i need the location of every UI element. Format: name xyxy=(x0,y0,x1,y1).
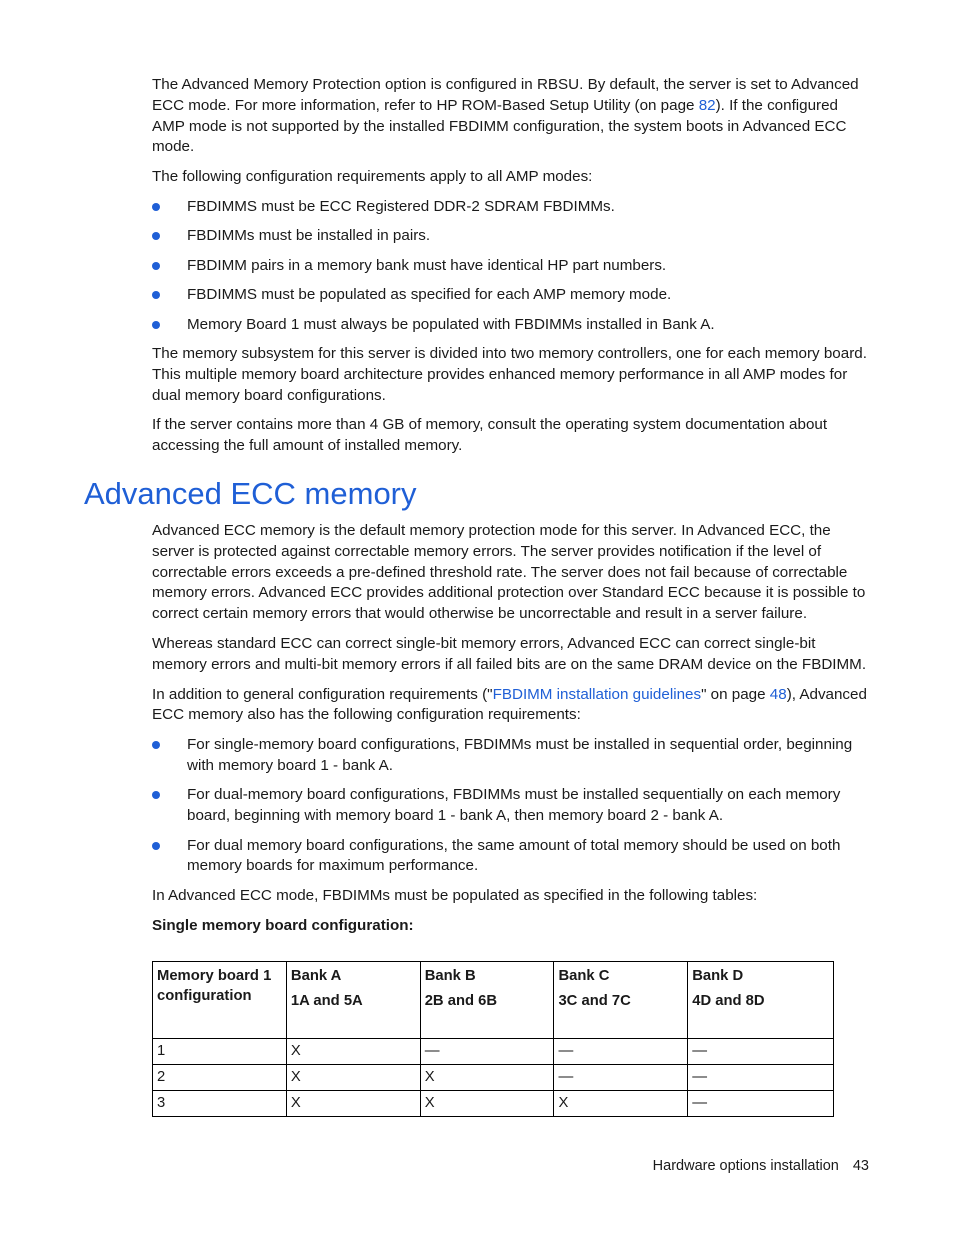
list-item-text: For single-memory board configurations, FBDIMMs must be installed in sequential order, beginning with memory board 1 - bank A. xyxy=(187,736,853,774)
list-item xyxy=(152,285,872,306)
list-item-text: FBDIMMs must be installed in pairs. xyxy=(187,227,431,245)
header-cell-bank-c xyxy=(554,962,688,1039)
header-subtext: 3C and 7C xyxy=(558,993,631,1009)
header-text: Bank A xyxy=(290,968,342,984)
section-title: Advanced ECC memory xyxy=(84,476,417,511)
paragraph-text-mid: " on page xyxy=(701,685,770,703)
table-cell: — xyxy=(688,1091,834,1117)
section-paragraph-1: Advanced ECC memory is the default memory protection mode for this server. In Advanced ECC, the server is protected against correctable memory errors. The server provides notification if the level of correctable errors exceeds a pre-defined threshold rate. The server does not fail because of correctable memory errors. Advanced ECC provides additional protection over Standard ECC because it is possible to correct certain memory errors that would otherwise be uncorrectable and result in a server failure. xyxy=(152,522,866,623)
table-cell: — xyxy=(688,1039,834,1065)
bullet-icon xyxy=(152,291,160,299)
section-paragraph-2: Whereas standard ECC can correct single-bit memory errors, Advanced ECC can correct single-bit memory errors and multi-bit memory errors if all failed bits are on the same DRAM device on the FBDIMM. xyxy=(152,634,867,673)
header-cell-config xyxy=(153,962,287,1039)
section-paragraph-4: In Advanced ECC mode, FBDIMMs must be populated as specified in the following tables: xyxy=(152,887,758,905)
table-cell: — xyxy=(554,1065,688,1091)
section-body xyxy=(152,521,872,937)
header-cell-bank-b xyxy=(420,962,554,1039)
table-cell: X xyxy=(286,1065,420,1091)
table-cell: X xyxy=(420,1091,554,1117)
paragraph-text-after: ), Advanced ECC memory also has the following configuration requirements: xyxy=(152,685,867,724)
list-item xyxy=(152,785,872,827)
header-subtext: 4D and 8D xyxy=(692,993,765,1009)
table-cell: X xyxy=(554,1091,688,1117)
table-cell: X xyxy=(286,1039,420,1065)
bullet-icon xyxy=(152,842,160,850)
list-item xyxy=(152,256,872,277)
table-cell: 1 xyxy=(153,1039,287,1065)
table-cell: 3 xyxy=(153,1091,287,1117)
memory-config-table xyxy=(152,961,834,1117)
bullet-icon xyxy=(152,203,160,211)
list-item xyxy=(152,226,872,247)
list-item-text: FBDIMMS must be ECC Registered DDR-2 SDRAM FBDIMMs. xyxy=(187,197,615,215)
table-row xyxy=(153,1091,834,1117)
table-row xyxy=(153,1065,834,1091)
header-cell-bank-a xyxy=(286,962,420,1039)
advanced-ecc-requirements-list xyxy=(152,735,872,877)
page-82-link[interactable]: 82 xyxy=(698,96,716,114)
page-48-link[interactable]: 48 xyxy=(769,685,787,703)
footer-section-title: Hardware options installation xyxy=(652,1158,839,1174)
intro-paragraph-3: The memory subsystem for this server is divided into two memory controllers, one for each memory board. This multiple memory board architecture provides enhanced memory performance in all AMP modes for dual memory board configurations. xyxy=(152,344,867,404)
header-text: Memory board 1 configuration xyxy=(157,968,272,1004)
table-cell: 2 xyxy=(153,1065,287,1091)
table-cell: — xyxy=(554,1039,688,1065)
header-cell-bank-d xyxy=(688,962,834,1039)
paragraph-text: In addition to general configuration requirements (" xyxy=(152,685,493,703)
list-item-text: FBDIMM pairs in a memory bank must have identical HP part numbers. xyxy=(187,256,667,274)
table-cell: X xyxy=(420,1065,554,1091)
bullet-icon xyxy=(152,791,160,799)
header-text: Bank D xyxy=(692,968,744,984)
intro-block xyxy=(152,75,872,457)
intro-paragraph-1 xyxy=(152,75,872,158)
bullet-icon xyxy=(152,232,160,240)
intro-paragraph-2: The following configuration requirements apply to all AMP modes: xyxy=(152,168,593,186)
list-item-text: For dual-memory board configurations, FBDIMMs must be installed sequentially on each memory board, beginning with memory board 1 - bank A, then memory board 2 - bank A. xyxy=(187,786,841,825)
intro-text: The Advanced Memory Protection option is configured in RBSU. By default, the server is set to Advanced ECC mode. For more information, refer to HP ROM-Based Setup Utility (on page xyxy=(152,76,859,114)
amp-requirements-list xyxy=(152,197,872,335)
bullet-icon xyxy=(152,741,160,749)
bullet-icon xyxy=(152,262,160,270)
fbdimm-guidelines-link[interactable]: FBDIMM installation guidelines xyxy=(492,685,702,703)
list-item-text: Memory Board 1 must always be populated with FBDIMMs installed in Bank A. xyxy=(187,315,715,333)
page-number: 43 xyxy=(852,1158,869,1174)
intro-text-after: ). If the configured AMP mode is not supported by the installed FBDIMM configuration, the system boots in Advanced ECC mode. xyxy=(152,96,847,156)
list-item xyxy=(152,315,872,336)
table-caption: Single memory board configuration: xyxy=(152,916,414,934)
header-text: Bank B xyxy=(424,968,476,984)
table-row xyxy=(153,1039,834,1065)
section-paragraph-3 xyxy=(152,685,872,727)
list-item xyxy=(152,197,872,218)
table-cell: — xyxy=(688,1065,834,1091)
list-item-text: FBDIMMS must be populated as specified for each AMP memory mode. xyxy=(187,286,672,304)
bullet-icon xyxy=(152,321,160,329)
list-item-text: For dual memory board configurations, the same amount of total memory should be used on both memory boards for maximum performance. xyxy=(187,836,841,875)
table-cell: — xyxy=(420,1039,554,1065)
page-footer xyxy=(0,1158,869,1174)
header-subtext: 1A and 5A xyxy=(290,993,363,1009)
table-cell: X xyxy=(286,1091,420,1117)
table-header-row xyxy=(153,962,834,1039)
intro-paragraph-4: If the server contains more than 4 GB of memory, consult the operating system documentation about accessing the full amount of installed memory. xyxy=(152,415,828,454)
header-text: Bank C xyxy=(558,968,610,984)
header-subtext: 2B and 6B xyxy=(424,993,498,1009)
list-item xyxy=(152,735,872,777)
list-item xyxy=(152,836,872,878)
